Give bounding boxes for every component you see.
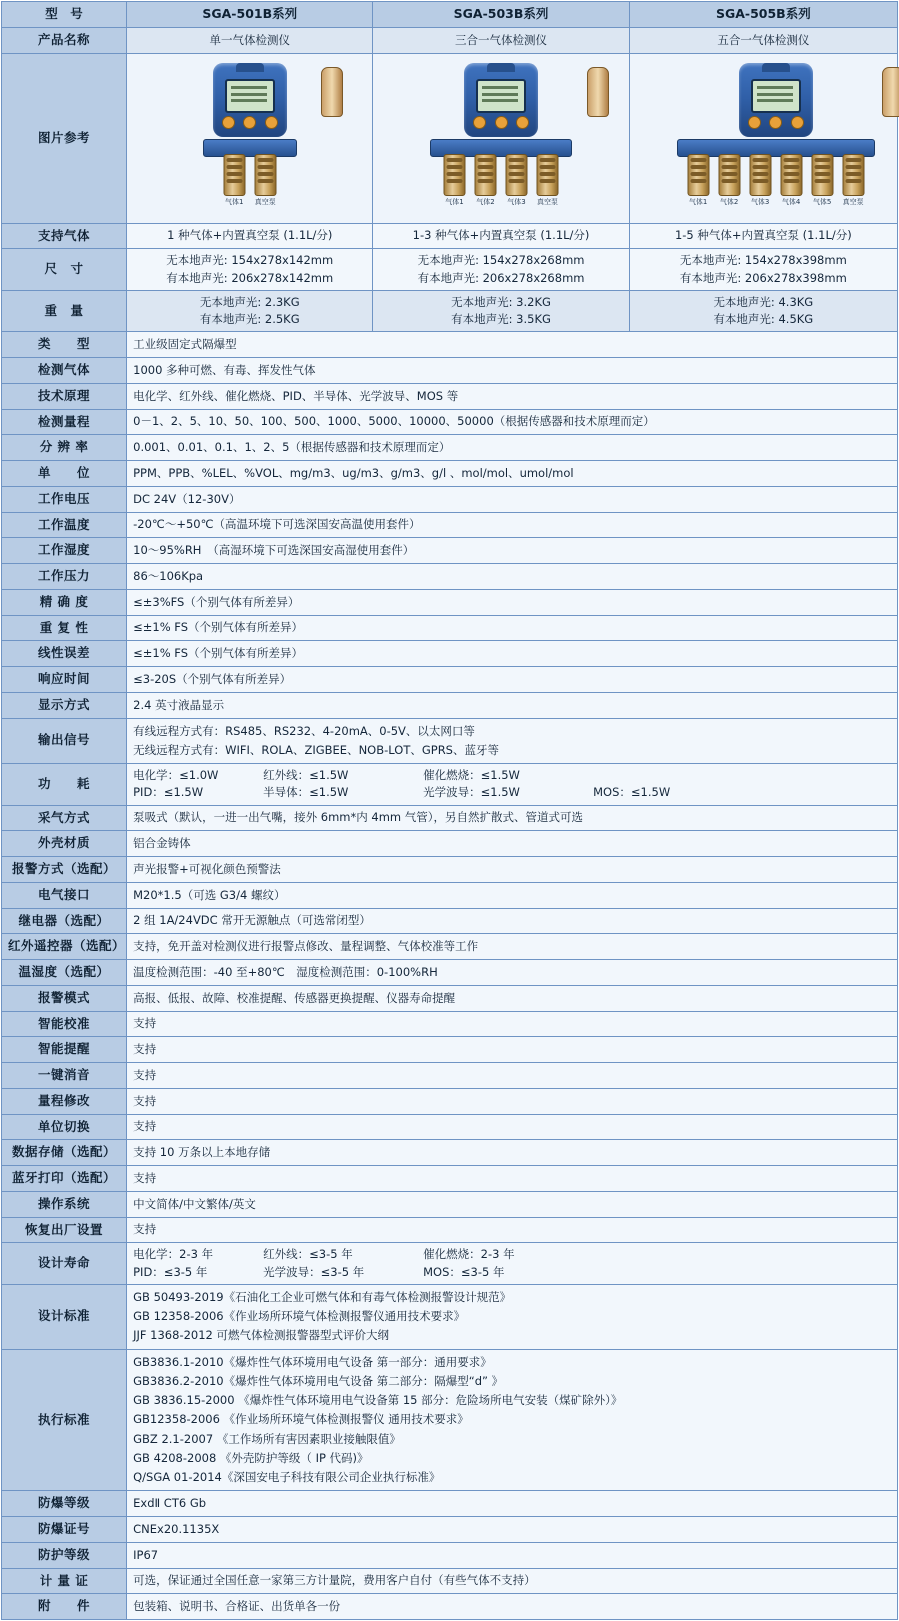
row-label-design-standard: 设计标准: [2, 1284, 127, 1349]
table-row: [2, 383, 898, 409]
exec-standard-line: GB3836.1-2010《爆炸性气体环境用电气设备 第一部分：通用要求》: [133, 1354, 492, 1369]
smart-remind-value: 支持: [127, 1037, 898, 1063]
row-label-factory-reset: 恢复出厂设置: [2, 1217, 127, 1243]
exec-standard-value: [127, 1349, 898, 1491]
table-row: [2, 223, 898, 249]
table-row: [2, 1568, 898, 1594]
design-standard-line: GB 12358-2006《作业场所环境气体检测报警仪通用技术要求》: [133, 1309, 466, 1323]
table-row: [2, 461, 898, 487]
spec-sheet: [0, 1, 899, 1620]
table-row: [2, 1037, 898, 1063]
pump-label: 气体1: [688, 197, 708, 206]
row-label-metrology-cert: 计 量 证: [2, 1568, 127, 1594]
table-row: [2, 538, 898, 564]
sensor-pump-group: [444, 154, 559, 207]
os-value: 中文简体/中文繁体/英文: [127, 1191, 898, 1217]
accessories-value: 包装箱、说明书、合格证、出货单各一份: [127, 1594, 898, 1620]
table-row: [2, 857, 898, 883]
table-row: [2, 512, 898, 538]
exec-standard-line: GB 3836.15-2000 《爆炸性气体环境用电气设备第 15 部分：危险场所电气安装（煤矿除外）》: [133, 1393, 623, 1407]
row-label-temp-humi-opt: 温湿度（选配）: [2, 960, 127, 986]
row-label-smart-cal: 智能校准: [2, 1011, 127, 1037]
pump-label: 气体5: [812, 197, 832, 206]
table-row: [2, 831, 898, 857]
sensor-pump-group: [223, 154, 276, 207]
table-row: [2, 1594, 898, 1620]
table-row: [2, 1217, 898, 1243]
product-image-505b: [629, 53, 897, 223]
unit-switch-value: 支持: [127, 1114, 898, 1140]
row-label-unit-switch: 单位切换: [2, 1114, 127, 1140]
table-row: [2, 564, 898, 590]
table-row: [2, 1243, 898, 1285]
output-wireless: 无线远程方式有：WIFI、ROLA、ZIGBEE、NOB-LOT、GPRS、蓝牙等: [133, 742, 499, 757]
linear-error-value: ≤±1% FS（个别气体有所差异）: [127, 641, 898, 667]
size-505b-line1: 无本地声光: 154x278x398mm: [679, 253, 847, 268]
table-row: [2, 1114, 898, 1140]
row-label-resolution: 分 辨 率: [2, 435, 127, 461]
sampling-value: 泵吸式（默认，一进一出气嘴，接外 6mm*内 4mm 气管），另自然扩散式、管道式可选: [127, 805, 898, 831]
row-label-size: 尺 寸: [2, 249, 127, 291]
detect-gas-value: 1000 多种可燃、有毒、挥发性气体: [127, 358, 898, 384]
row-label-output: 输出信号: [2, 718, 127, 764]
life-value: [127, 1243, 898, 1285]
pump-label: 气体1: [445, 197, 464, 206]
weight-503b-line1: 无本地声光: 3.2KG: [451, 294, 551, 309]
life-item: PID：≤3-5 年: [133, 1264, 208, 1279]
table-row: [2, 1542, 898, 1568]
product-name-501b: 单一气体检测仪: [127, 27, 373, 53]
weight-501b-line2: 有本地声光: 2.5KG: [199, 312, 300, 326]
table-row: [2, 332, 898, 358]
product-image-501b: [127, 53, 373, 223]
life-item: 电化学：2-3 年: [133, 1247, 214, 1262]
weight-505b-line1: 无本地声光: 4.3KG: [713, 294, 814, 309]
exec-standard-line: GB3836.2-2010《爆炸性气体环境用电气设备 第二部分：隔爆型“d” 》: [133, 1373, 504, 1388]
pump-label: 真空泵: [254, 197, 276, 206]
power-item: PID：≤1.5W: [133, 785, 204, 800]
header-model: 型 号: [2, 2, 127, 28]
row-label-one-key-mute: 一键消音: [2, 1063, 127, 1089]
design-standard-value: [127, 1284, 898, 1349]
table-row: [2, 882, 898, 908]
factory-reset-value: 支持: [127, 1217, 898, 1243]
row-label-support-gas: 支持气体: [2, 223, 127, 249]
pump-label: 真空泵: [842, 197, 864, 206]
table-row: [2, 764, 898, 806]
row-label-detect-gas: 检测气体: [2, 358, 127, 384]
row-label-image-ref: 图片参考: [2, 53, 127, 223]
row-label-ex-cert: 防爆证号: [2, 1517, 127, 1543]
row-label-work-humidity: 工作湿度: [2, 538, 127, 564]
row-label-exec-standard: 执行标准: [2, 1349, 127, 1491]
row-label-sampling: 采气方式: [2, 805, 127, 831]
table-row: [2, 1140, 898, 1166]
ip-grade-value: IP67: [127, 1542, 898, 1568]
row-label-category: 类 型: [2, 332, 127, 358]
detector-head-icon: [464, 63, 538, 137]
pump-label: 气体4: [781, 197, 801, 206]
exec-standard-line: GB12358-2006 《作业场所环境气体检测报警仪 通用技术要求》: [133, 1412, 469, 1427]
table-row: [2, 615, 898, 641]
range-value: 0－1、2、5、10、50、100、500、1000、5000、10000、50000（根据传感器和技术原理而定）: [127, 409, 898, 435]
life-item: 催化燃烧：2-3 年: [423, 1247, 515, 1262]
shell-value: 铝合金铸体: [127, 831, 898, 857]
row-label-linear-error: 线性误差: [2, 641, 127, 667]
design-standard-line: GB 50493-2019《石油化工企业可燃气体和有毒气体检测报警设计规范》: [133, 1289, 512, 1304]
row-label-shell: 外壳材质: [2, 831, 127, 857]
product-image-503b: [373, 53, 629, 223]
table-row: [2, 1063, 898, 1089]
support-gas-505b: 1-5 种气体+内置真空泵 (1.1L/分): [629, 223, 897, 249]
pump-label: 气体3: [507, 197, 526, 206]
life-item: 光学波导：≤3-5 年: [263, 1264, 365, 1279]
size-505b: [629, 249, 897, 291]
life-item: 红外线：≤3-5 年: [263, 1247, 353, 1262]
category-value: 工业级固定式隔爆型: [127, 332, 898, 358]
header-col-501b: SGA-501B系列: [127, 2, 373, 28]
table-row: [2, 1166, 898, 1192]
data-storage-opt-value: 支持 10 万条以上本地存储: [127, 1140, 898, 1166]
row-label-product-name: 产品名称: [2, 27, 127, 53]
one-key-mute-value: 支持: [127, 1063, 898, 1089]
output-wired: 有线远程方式有：RS485、RS232、4-20mA、0-5V、以太网口等: [133, 723, 475, 738]
row-label-range: 检测量程: [2, 409, 127, 435]
exec-standard-line: Q/SGA 01-2014《深国安电子科技有限公司企业执行标准》: [133, 1470, 441, 1484]
row-label-unit: 单 位: [2, 461, 127, 487]
table-row: [2, 358, 898, 384]
table-row: [2, 667, 898, 693]
output-value: [127, 718, 898, 764]
weight-505b: [629, 290, 897, 332]
sensor-pump-group: [687, 154, 864, 207]
design-standard-line: JJF 1368-2012 可燃气体检测报警器型式评价大纲: [133, 1328, 390, 1343]
row-label-remote-opt: 红外遥控器（选配）: [2, 934, 127, 960]
row-label-range-modify: 量程修改: [2, 1088, 127, 1114]
pump-label: 气体2: [476, 197, 495, 206]
weight-503b-line2: 有本地声光: 3.5KG: [451, 312, 551, 326]
temp-humi-opt-value: 温度检测范围：-40 至+80℃ 湿度检测范围：0-100%RH: [127, 960, 898, 986]
row-label-life: 设计寿命: [2, 1243, 127, 1285]
pump-label: 气体2: [719, 197, 739, 206]
support-gas-503b: 1-3 种气体+内置真空泵 (1.1L/分): [373, 223, 629, 249]
remote-opt-value: 支持，免开盖对检测仪进行报警点修改、量程调整、气体校准等工作: [127, 934, 898, 960]
row-label-ip-grade: 防护等级: [2, 1542, 127, 1568]
size-503b: [373, 249, 629, 291]
table-row: [2, 692, 898, 718]
electric-interface-value: M20*1.5（可选 G3/4 螺纹）: [127, 882, 898, 908]
row-label-relay-opt: 继电器（选配）: [2, 908, 127, 934]
exec-standard-line: GBZ 2.1-2007 《工作场所有害因素职业接触限值》: [133, 1431, 401, 1446]
alarm-mode-opt-value: 声光报警+可视化颜色预警法: [127, 857, 898, 883]
row-label-weight: 重 量: [2, 290, 127, 332]
table-row: [2, 641, 898, 667]
row-label-repeat: 重 复 性: [2, 615, 127, 641]
table-row: [2, 934, 898, 960]
pump-label: 气体1: [225, 197, 244, 206]
table-row-image: [2, 53, 898, 223]
product-name-505b: 五合一气体检测仪: [629, 27, 897, 53]
response-value: ≤3-20S（个别气体有所差异）: [127, 667, 898, 693]
display-value: 2.4 英寸液晶显示: [127, 692, 898, 718]
ex-grade-value: ExdⅡ CT6 Gb: [127, 1491, 898, 1517]
row-label-data-storage-opt: 数据存储（选配）: [2, 1140, 127, 1166]
pump-label: 真空泵: [537, 197, 559, 206]
row-label-work-pressure: 工作压力: [2, 564, 127, 590]
table-row: [2, 290, 898, 332]
power-item: 电化学：≤1.0W: [133, 768, 219, 782]
relay-opt-value: 2 组 1A/24VDC 常开无源触点（可选常闭型）: [127, 908, 898, 934]
row-label-os: 操作系统: [2, 1191, 127, 1217]
alarm-light-icon: [882, 67, 899, 117]
power-item: MOS：≤1.5W: [593, 785, 671, 800]
table-row: [2, 486, 898, 512]
unit-value: PPM、PPB、%LEL、%VOL、mg/m3、ug/m3、g/m3、g/l 、mol/mol、umol/mol: [127, 461, 898, 487]
alarm-light-icon: [321, 67, 343, 117]
row-label-voltage: 工作电压: [2, 486, 127, 512]
pump-label: 气体3: [750, 197, 770, 206]
work-humidity-value: 10～95%RH （高湿环境下可选深国安高湿使用套件）: [127, 538, 898, 564]
table-row: [2, 249, 898, 291]
header-col-503b: SGA-503B系列: [373, 2, 629, 28]
ex-cert-value: CNEx20.1135X: [127, 1517, 898, 1543]
table-row: [2, 718, 898, 764]
table-row: [2, 960, 898, 986]
row-label-accuracy: 精 确 度: [2, 589, 127, 615]
size-503b-line2: 有本地声光: 206x278x268mm: [417, 270, 585, 285]
bt-print-opt-value: 支持: [127, 1166, 898, 1192]
table-row: [2, 908, 898, 934]
detector-head-icon: [213, 63, 287, 137]
size-501b-line2: 有本地声光: 206x278x142mm: [166, 270, 334, 285]
table-row: [2, 1517, 898, 1543]
power-value: [127, 764, 898, 806]
voltage-value: DC 24V（12-30V）: [127, 486, 898, 512]
table-row: [2, 1491, 898, 1517]
work-pressure-value: 86～106Kpa: [127, 564, 898, 590]
weight-503b: [373, 290, 629, 332]
row-label-alarm-modes: 报警模式: [2, 985, 127, 1011]
row-label-principle: 技术原理: [2, 383, 127, 409]
exec-standard-line: GB 4208-2008 《外壳防护等级（ IP 代码)》: [133, 1450, 369, 1465]
repeat-value: ≤±1% FS（个别气体有所差异）: [127, 615, 898, 641]
table-row: [2, 1349, 898, 1491]
weight-501b-line1: 无本地声光: 2.3KG: [199, 294, 300, 309]
row-label-ex-grade: 防爆等级: [2, 1491, 127, 1517]
metrology-cert-value: 可选，保证通过全国任意一家第三方计量院，费用客户自付（有些气体不支持）: [127, 1568, 898, 1594]
row-label-work-temp: 工作温度: [2, 512, 127, 538]
alarm-light-icon: [587, 67, 609, 117]
row-label-accessories: 附 件: [2, 1594, 127, 1620]
weight-505b-line2: 有本地声光: 4.5KG: [713, 312, 814, 326]
size-501b-line1: 无本地声光: 154x278x142mm: [166, 253, 334, 268]
row-label-display: 显示方式: [2, 692, 127, 718]
alarm-modes-value: 高报、低报、故障、校准提醒、传感器更换提醒、仪器寿命提醒: [127, 985, 898, 1011]
life-item: MOS：≤3-5 年: [423, 1264, 505, 1279]
table-row: [2, 985, 898, 1011]
power-item: 半导体：≤1.5W: [263, 785, 349, 800]
table-row: [2, 805, 898, 831]
table-row: [2, 435, 898, 461]
product-name-503b: 三合一气体检测仪: [373, 27, 629, 53]
size-503b-line1: 无本地声光: 154x278x268mm: [417, 253, 585, 268]
row-label-smart-remind: 智能提醒: [2, 1037, 127, 1063]
table-row: [2, 409, 898, 435]
range-modify-value: 支持: [127, 1088, 898, 1114]
specification-table: [1, 1, 898, 1620]
smart-cal-value: 支持: [127, 1011, 898, 1037]
row-label-power: 功 耗: [2, 764, 127, 806]
table-row: [2, 1011, 898, 1037]
row-label-bt-print-opt: 蓝牙打印（选配）: [2, 1166, 127, 1192]
row-label-electric-interface: 电气接口: [2, 882, 127, 908]
principle-value: 电化学、红外线、催化燃烧、PID、半导体、光学波导、MOS 等: [127, 383, 898, 409]
power-item: 催化燃烧：≤1.5W: [423, 768, 520, 782]
weight-501b: [127, 290, 373, 332]
resolution-value: 0.001、0.01、0.1、1、2、5（根据传感器和技术原理而定）: [127, 435, 898, 461]
table-row: [2, 1088, 898, 1114]
table-header-row: [2, 2, 898, 28]
table-row: [2, 1284, 898, 1349]
power-item: 光学波导：≤1.5W: [423, 785, 520, 800]
detector-head-icon: [739, 63, 813, 137]
power-item: 红外线：≤1.5W: [263, 768, 349, 782]
accuracy-value: ≤±3%FS（个别气体有所差异）: [127, 589, 898, 615]
table-row: [2, 589, 898, 615]
row-label-response: 响应时间: [2, 667, 127, 693]
table-row: [2, 1191, 898, 1217]
size-505b-line2: 有本地声光: 206x278x398mm: [679, 270, 847, 285]
row-label-alarm-mode-opt: 报警方式（选配）: [2, 857, 127, 883]
header-col-505b: SGA-505B系列: [629, 2, 897, 28]
size-501b: [127, 249, 373, 291]
support-gas-501b: 1 种气体+内置真空泵 (1.1L/分): [127, 223, 373, 249]
work-temp-value: -20℃～+50℃（高温环境下可选深国安高温使用套件）: [127, 512, 898, 538]
table-row: [2, 27, 898, 53]
